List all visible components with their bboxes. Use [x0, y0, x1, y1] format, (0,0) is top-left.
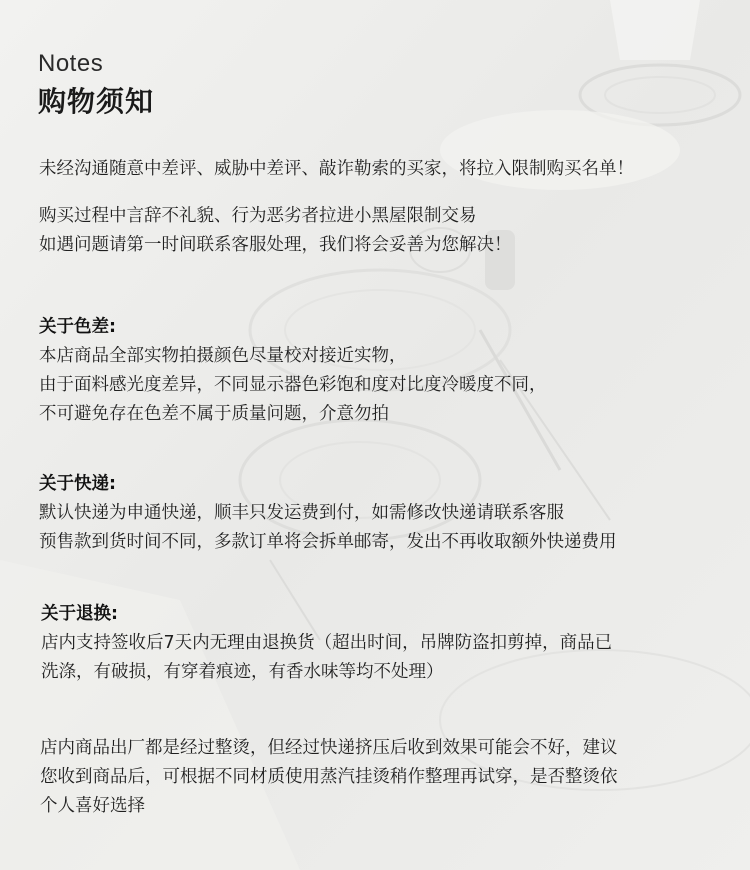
title-chinese: 购物须知 — [38, 85, 155, 118]
ironing-text-2: 您收到商品后，可根据不同材质使用蒸汽挂烫稍作整理再试穿，是否整烫依 — [40, 767, 618, 787]
ironing-text-1: 店内商品出厂都是经过整烫，但经过快递挤压后收到效果可能会不好，建议 — [40, 738, 618, 758]
ironing-section — [40, 734, 618, 821]
conduct-text-2: 如遇问题请第一时间联系客服处理，我们将会妥善为您解决！ — [39, 235, 512, 255]
returns-text-1: 店内支持签收后7天内无理由退换货（超出时间，吊牌防盗扣剪掉，商品已 — [41, 633, 613, 653]
title-english: Notes — [38, 50, 104, 77]
color-difference-text-1: 本店商品全部实物拍摄颜色尽量校对接近实物， — [39, 346, 407, 366]
returns-heading: 关于退换: — [41, 604, 118, 624]
delivery-text-1: 默认快递为申通快递，顺丰只发运费到付，如需修改快递请联系客服 — [39, 503, 564, 523]
color-difference-section — [39, 313, 547, 429]
conduct-section — [39, 202, 512, 260]
delivery-text-2: 预售款到货时间不同，多款订单将会拆单邮寄，发出不再收取额外快递费用 — [39, 532, 617, 552]
warning-text: 未经沟通随意中差评、威胁中差评、敲诈勒索的买家，将拉入限制购买名单！ — [39, 159, 634, 179]
color-difference-text-3: 不可避免存在色差不属于质量问题，介意勿拍 — [39, 404, 389, 424]
color-difference-text-2: 由于面料感光度差异，不同显示器色彩饱和度对比度冷暖度不同， — [39, 375, 547, 395]
returns-section — [41, 600, 612, 687]
delivery-heading: 关于快递: — [39, 474, 116, 494]
delivery-section — [39, 470, 617, 557]
warning-section — [39, 155, 634, 184]
conduct-text-1: 购买过程中言辞不礼貌、行为恶劣者拉进小黑屋限制交易 — [39, 206, 477, 226]
ironing-text-3: 个人喜好选择 — [40, 796, 145, 816]
returns-text-2: 洗涤，有破损，有穿着痕迹，有香水味等均不处理） — [41, 662, 444, 682]
color-difference-heading: 关于色差: — [39, 317, 116, 337]
